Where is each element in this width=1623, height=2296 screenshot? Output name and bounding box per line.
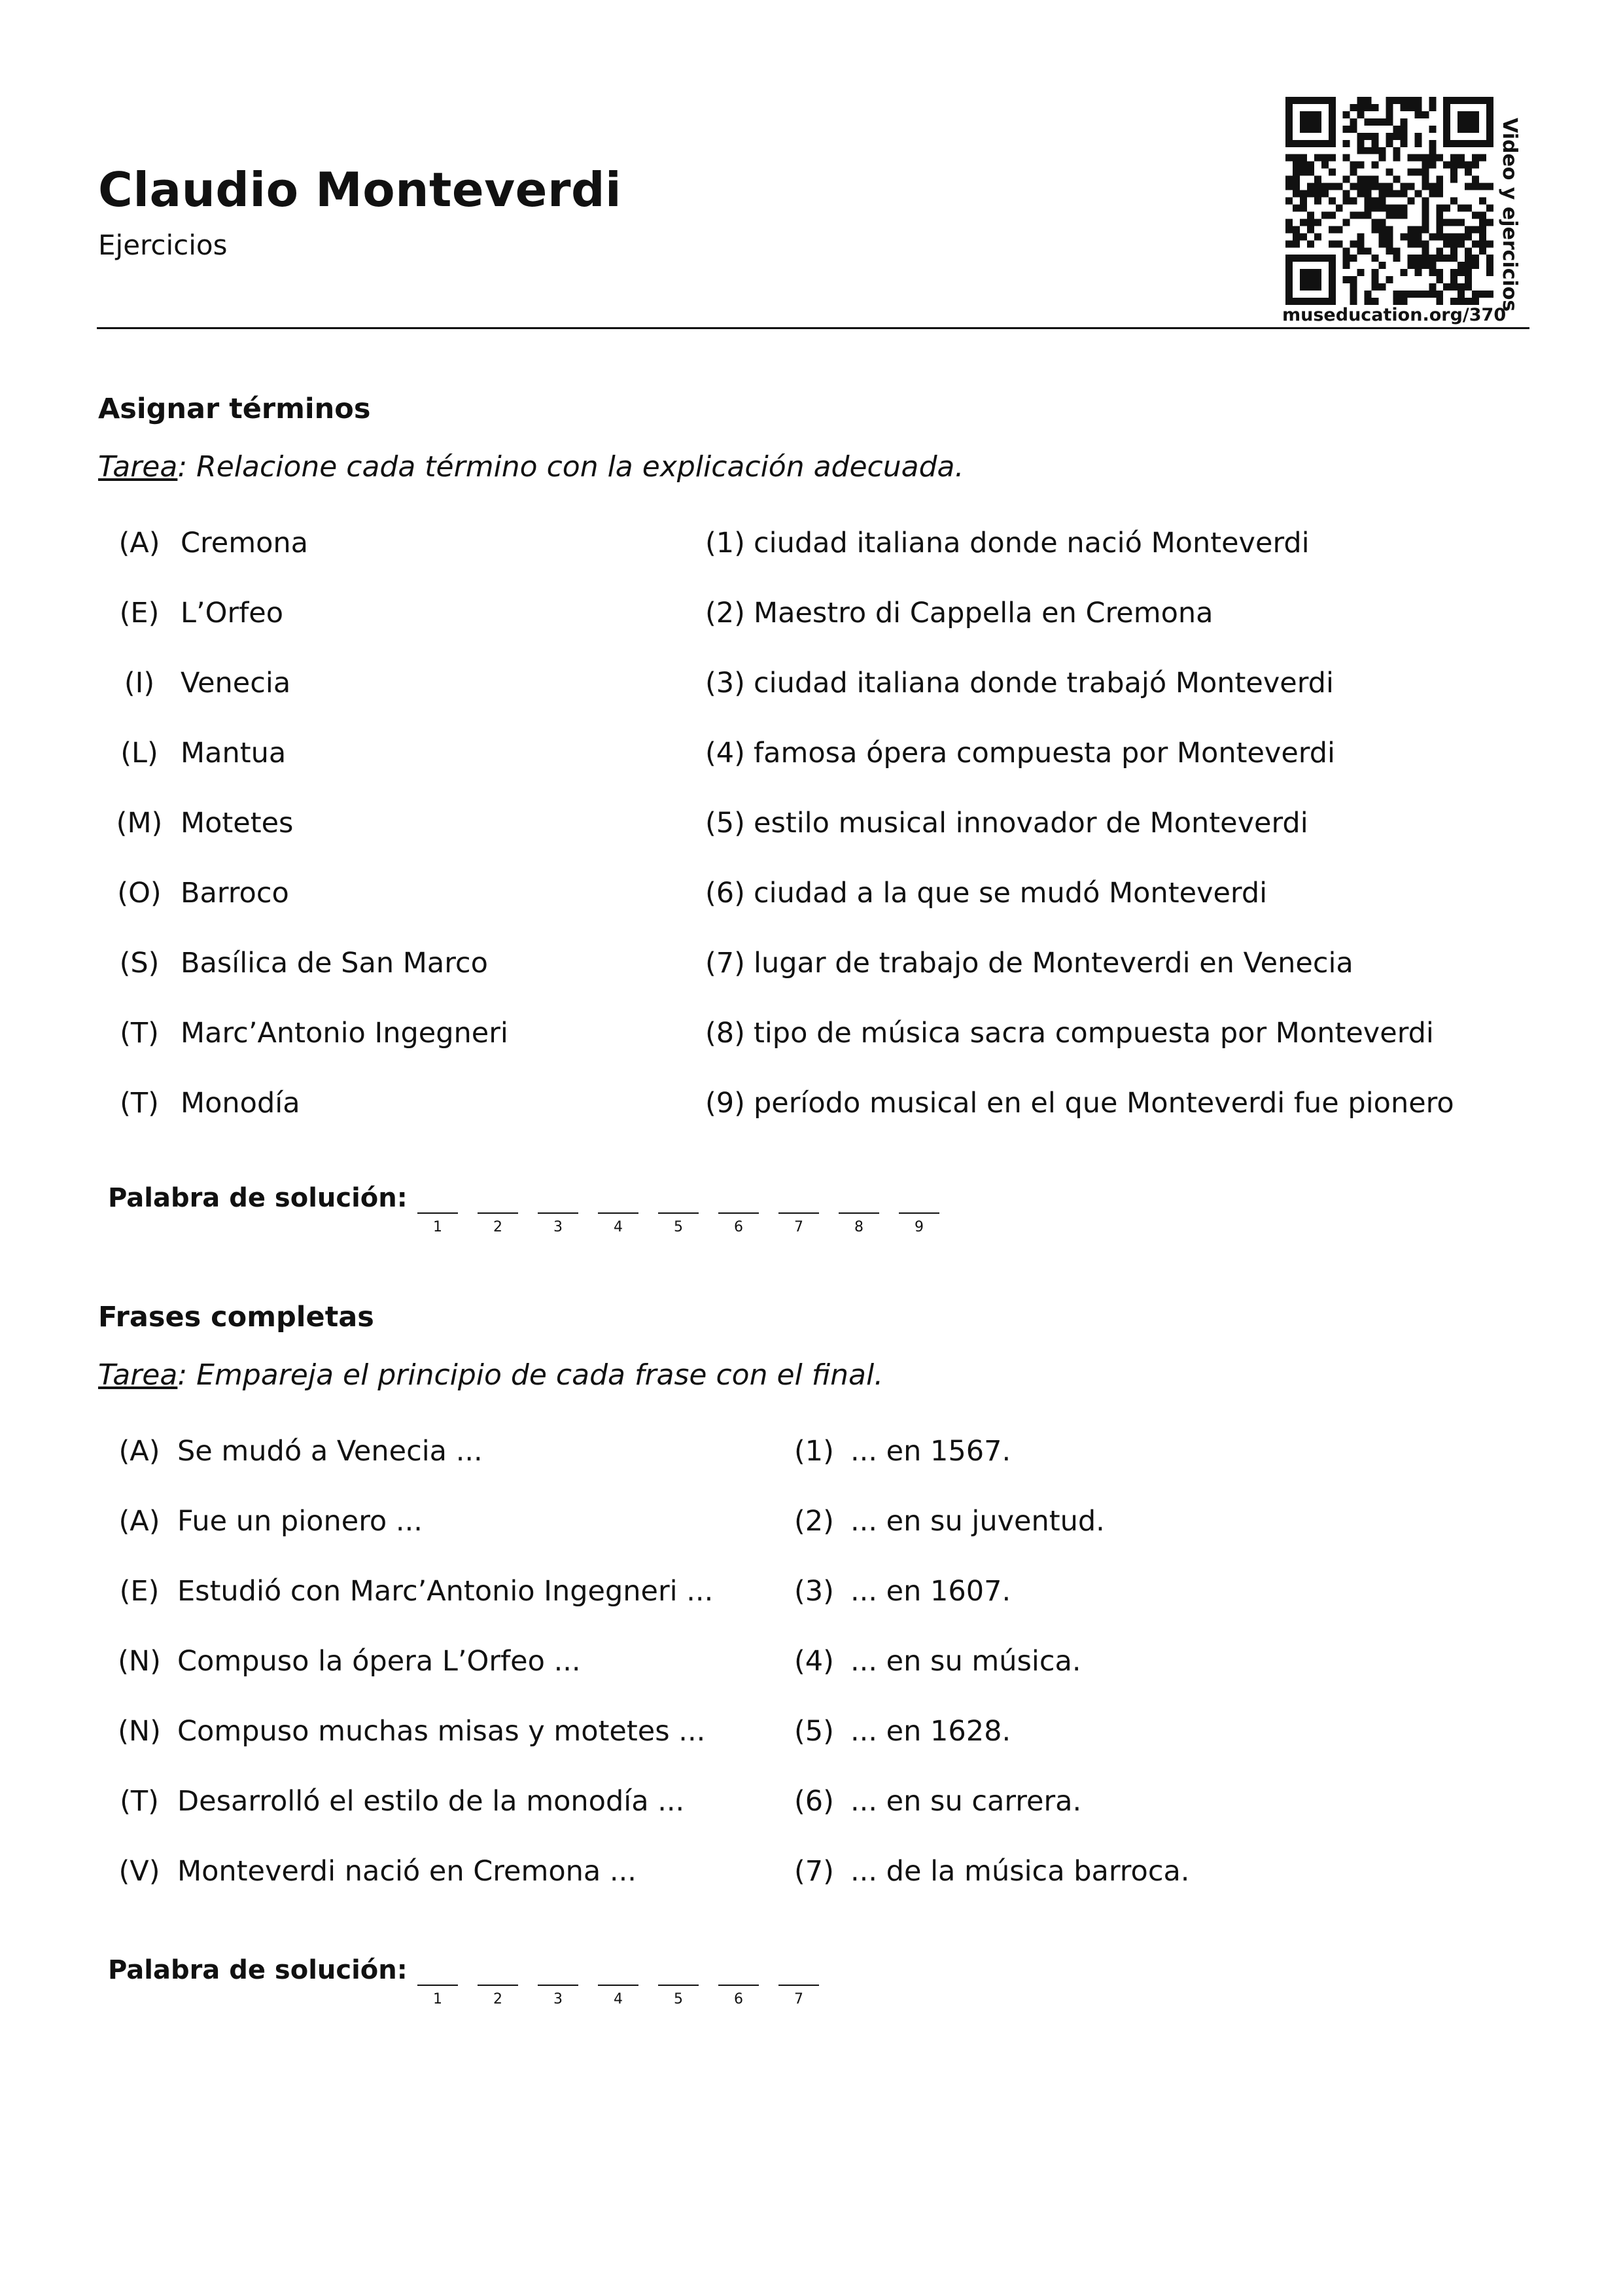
solution-blank-number: 9 [915, 1219, 924, 1235]
solution-blank[interactable] [718, 1212, 759, 1214]
solution-blank[interactable] [778, 1985, 819, 1986]
right-item-number: (1) [705, 527, 745, 559]
right-item-number: (9) [705, 1087, 745, 1120]
header-divider [97, 327, 1529, 329]
right-item-text: ... en su música. [850, 1645, 1081, 1678]
left-item-text: Estudió con Marc’Antonio Ingegneri ... [177, 1575, 714, 1608]
left-item-text: Compuso muchas misas y motetes ... [177, 1715, 706, 1748]
left-item-letter: (E) [119, 597, 160, 629]
section2-title: Frases completas [98, 1301, 374, 1333]
right-item-text: período musical en el que Monteverdi fue pionero [754, 1087, 1454, 1120]
left-item-text: Cremona [181, 527, 309, 559]
right-item-text: ... de la música barroca. [850, 1855, 1190, 1888]
task-prefix: Tarea [98, 450, 178, 484]
match-row [0, 1087, 1623, 1126]
left-item-text: Basílica de San Marco [181, 947, 488, 980]
left-item-text: Barroco [181, 877, 289, 910]
solution-blank[interactable] [899, 1212, 939, 1214]
solution-blank-number: 6 [734, 1219, 743, 1235]
solution-blank[interactable] [598, 1212, 638, 1214]
solution-blank-number: 5 [674, 1991, 683, 2007]
left-item-letter: (N) [118, 1645, 161, 1678]
solution-blank[interactable] [417, 1212, 458, 1214]
match-row [0, 877, 1623, 916]
right-item-text: ... en 1607. [850, 1575, 1011, 1608]
left-item-text: Venecia [181, 667, 291, 699]
solution-blank-number: 4 [614, 1991, 623, 2007]
left-item-letter: (E) [119, 1575, 160, 1608]
right-item-number: (5) [705, 807, 745, 839]
left-item-letter: (T) [120, 1785, 159, 1818]
right-item-text: ... en 1628. [850, 1715, 1011, 1748]
right-item-number: (3) [794, 1575, 834, 1608]
left-item-letter: (T) [120, 1087, 159, 1120]
qr-url[interactable]: museducation.org/370 [1282, 305, 1507, 325]
solution-blank-number: 7 [794, 1991, 803, 2007]
left-item-letter: (M) [116, 807, 163, 839]
match-row [0, 947, 1623, 986]
solution-blank-number: 1 [433, 1991, 442, 2007]
match-row [0, 667, 1623, 706]
left-item-letter: (O) [117, 877, 162, 910]
match-row [0, 1855, 1623, 1894]
match-row [0, 737, 1623, 776]
left-item-text: Compuso la ópera L’Orfeo ... [177, 1645, 581, 1678]
left-item-letter: (N) [118, 1715, 161, 1748]
left-item-text: Fue un pionero ... [177, 1505, 423, 1538]
section2-solution-label: Palabra de solución: [108, 1955, 408, 1985]
qr-code-icon[interactable] [1285, 97, 1493, 305]
match-row [0, 1715, 1623, 1754]
right-item-number: (8) [705, 1017, 745, 1050]
match-row [0, 807, 1623, 846]
solution-blank-number: 4 [614, 1219, 623, 1235]
match-row [0, 1435, 1623, 1474]
left-item-letter: (T) [120, 1017, 159, 1050]
left-item-text: L’Orfeo [181, 597, 284, 629]
solution-blank[interactable] [658, 1212, 699, 1214]
left-item-text: Mantua [181, 737, 287, 769]
solution-blank-number: 3 [553, 1991, 563, 2007]
solution-blank-number: 5 [674, 1219, 683, 1235]
match-row [0, 1785, 1623, 1824]
right-item-text: famosa ópera compuesta por Monteverdi [754, 737, 1335, 769]
right-item-text: ciudad italiana donde nació Monteverdi [754, 527, 1310, 559]
left-item-letter: (A) [118, 1505, 160, 1538]
solution-blank-number: 2 [493, 1219, 502, 1235]
task-text: : Relacione cada término con la explicación adecuada. [177, 450, 964, 484]
right-item-text: estilo musical innovador de Monteverdi [754, 807, 1308, 839]
match-row [0, 1017, 1623, 1056]
left-item-text: Monteverdi nació en Cremona ... [177, 1855, 637, 1888]
solution-blank[interactable] [417, 1985, 458, 1986]
left-item-letter: (S) [119, 947, 160, 980]
right-item-text: ciudad italiana donde trabajó Monteverdi [754, 667, 1334, 699]
page-title: Claudio Monteverdi [98, 162, 622, 217]
left-item-text: Monodía [181, 1087, 300, 1120]
left-item-text: Motetes [181, 807, 294, 839]
right-item-number: (4) [794, 1645, 834, 1678]
left-item-text: Desarrolló el estilo de la monodía ... [177, 1785, 685, 1818]
right-item-number: (5) [794, 1715, 834, 1748]
left-item-letter: (I) [124, 667, 155, 699]
left-item-letter: (V) [118, 1855, 160, 1888]
task-prefix: Tarea [98, 1358, 178, 1392]
solution-blank[interactable] [478, 1985, 518, 1986]
right-item-text: ... en su carrera. [850, 1785, 1082, 1818]
right-item-text: ... en su juventud. [850, 1505, 1105, 1538]
solution-blank-number: 3 [553, 1219, 563, 1235]
right-item-text: tipo de música sacra compuesta por Monteverdi [754, 1017, 1434, 1050]
match-row [0, 1645, 1623, 1684]
match-row [0, 597, 1623, 636]
solution-blank-number: 7 [794, 1219, 803, 1235]
right-item-number: (7) [794, 1855, 834, 1888]
match-row [0, 1575, 1623, 1614]
page-subtitle: Ejercicios [98, 229, 228, 261]
right-item-text: lugar de trabajo de Monteverdi en Venecia [754, 947, 1353, 980]
right-item-number: (1) [794, 1435, 834, 1468]
section2-task [98, 1358, 883, 1392]
right-item-number: (3) [705, 667, 745, 699]
right-item-text: Maestro di Cappella en Cremona [754, 597, 1213, 629]
right-item-number: (6) [794, 1785, 834, 1818]
left-item-letter: (A) [118, 1435, 160, 1468]
left-item-text: Se mudó a Venecia ... [177, 1435, 483, 1468]
right-item-text: ciudad a la que se mudó Monteverdi [754, 877, 1268, 910]
right-item-number: (6) [705, 877, 745, 910]
match-row [0, 527, 1623, 566]
solution-blank-number: 8 [854, 1219, 864, 1235]
right-item-number: (4) [705, 737, 745, 769]
solution-blank[interactable] [478, 1212, 518, 1214]
solution-blank-number: 2 [493, 1991, 502, 2007]
section1-title: Asignar términos [98, 393, 371, 425]
section1-task [98, 450, 964, 484]
solution-blank[interactable] [778, 1212, 819, 1214]
solution-blank[interactable] [538, 1212, 578, 1214]
solution-blank[interactable] [718, 1985, 759, 1986]
right-item-number: (2) [794, 1505, 834, 1538]
left-item-letter: (L) [120, 737, 158, 769]
solution-blank-number: 6 [734, 1991, 743, 2007]
right-item-number: (7) [705, 947, 745, 980]
match-row [0, 1505, 1623, 1544]
right-item-number: (2) [705, 597, 745, 629]
solution-blank[interactable] [658, 1985, 699, 1986]
solution-blank[interactable] [598, 1985, 638, 1986]
left-item-text: Marc’Antonio Ingegneri [181, 1017, 508, 1050]
solution-blank-number: 1 [433, 1219, 442, 1235]
solution-blank[interactable] [839, 1212, 879, 1214]
section1-solution-label: Palabra de solución: [108, 1183, 408, 1213]
left-item-letter: (A) [118, 527, 160, 559]
task-text: : Empareja el principio de cada frase con el final. [177, 1358, 884, 1392]
solution-blank[interactable] [538, 1985, 578, 1986]
right-item-text: ... en 1567. [850, 1435, 1011, 1468]
qr-side-label: Video y ejercicios [1498, 118, 1521, 312]
